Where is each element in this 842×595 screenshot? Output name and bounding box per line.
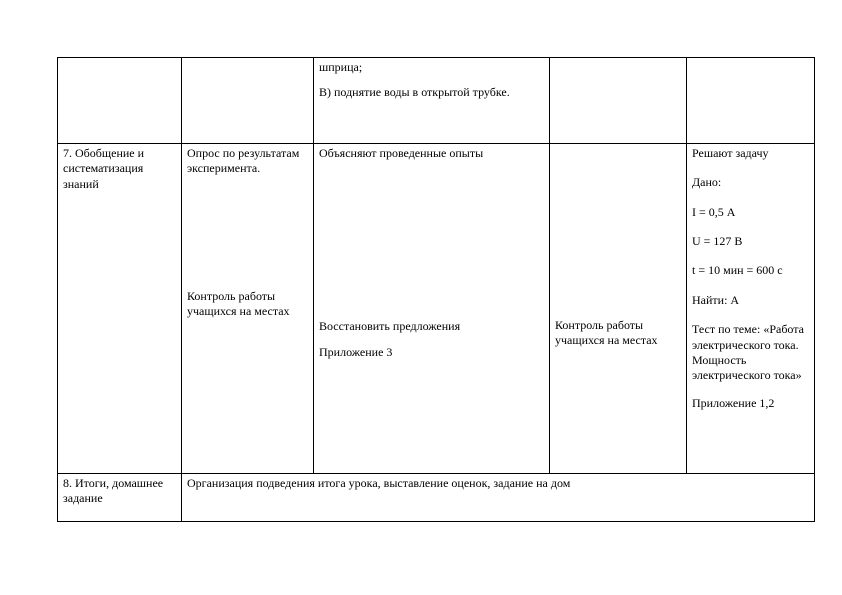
students-activity: Объясняют проведенные опыты — [319, 146, 484, 160]
cell-students — [314, 58, 550, 144]
cell-stage — [58, 144, 182, 474]
teacher-activity: Контроль работы учащихся на местах — [187, 288, 290, 319]
cell-notes — [687, 58, 815, 144]
cell-teacher — [182, 144, 314, 474]
cell-summary — [182, 474, 815, 522]
appendix-ref: Приложение 3 — [319, 344, 393, 359]
task-line: t = 10 мин = 600 с — [692, 263, 783, 278]
stage-title: 7. Обобщение и систематизация знаний — [63, 146, 145, 191]
cell-students — [314, 144, 550, 474]
control-activity: Контроль работы учащихся на местах — [555, 318, 658, 348]
cell-teacher — [182, 58, 314, 144]
cell-control — [550, 58, 687, 144]
teacher-activity: Опрос по результатам эксперимента. — [187, 146, 300, 176]
students-activity: Восстановить предложения — [319, 319, 461, 334]
cell-stage — [58, 58, 182, 144]
table-row-continuation — [58, 58, 815, 144]
task-line: Найти: А — [692, 292, 740, 307]
task-line: I = 0,5 А — [692, 204, 736, 219]
summary-text: Организация подведения итога урока, выставление оценок, задание на дом — [187, 476, 571, 490]
table-row-generalization — [58, 144, 815, 474]
appendix-ref: Приложение 1,2 — [692, 395, 775, 410]
stage-title: 8. Итоги, домашнее задание — [63, 476, 164, 506]
text-line: В) поднятие воды в открытой трубке. — [319, 85, 510, 100]
cell-notes — [687, 144, 815, 474]
table-row-summary — [58, 474, 815, 522]
cell-stage — [58, 474, 182, 522]
text-line: шприца; — [319, 60, 363, 74]
task-line: Решают задачу — [692, 146, 769, 160]
task-line: U = 127 В — [692, 234, 743, 249]
task-line: Дано: — [692, 175, 722, 190]
lesson-plan-table — [57, 57, 815, 522]
cell-control — [550, 144, 687, 474]
test-title: Тест по теме: «Работа электрического тока. Мощность электрического тока» — [692, 322, 804, 383]
